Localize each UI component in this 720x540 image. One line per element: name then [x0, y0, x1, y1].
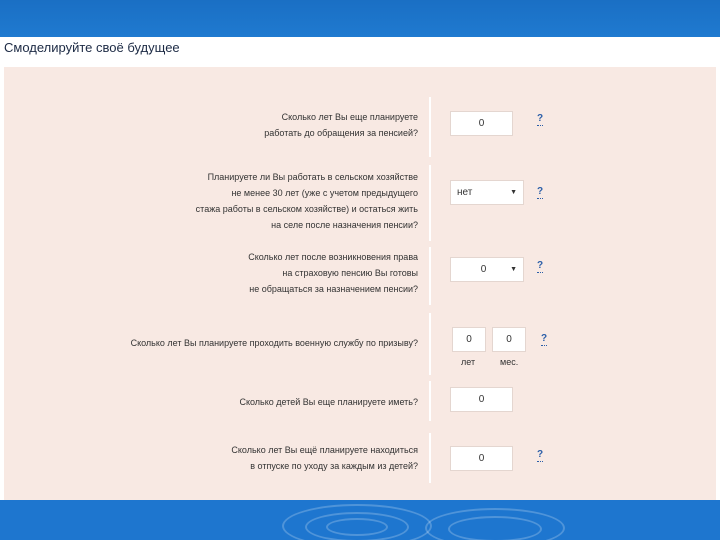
divider — [429, 433, 431, 483]
divider — [429, 381, 431, 421]
rural-work-select[interactable] — [450, 180, 524, 205]
children-count-input[interactable]: 0 — [450, 387, 513, 412]
question-label: Сколько детей Вы еще планируете иметь? — [239, 397, 418, 407]
divider — [429, 247, 431, 305]
years-unit-label: лет — [461, 357, 476, 367]
help-link[interactable]: ? — [537, 260, 544, 271]
question-parental-leave — [4, 433, 716, 483]
chevron-down-icon: ▼ — [510, 266, 517, 273]
ripple-decoration — [448, 516, 542, 540]
simulator-form — [4, 67, 716, 500]
question-label: Сколько лет Вы еще планируете работать до обращения за пенсией? — [264, 112, 418, 138]
months-unit-label: мес. — [500, 357, 519, 367]
parental-leave-input[interactable]: 0 — [450, 446, 513, 471]
question-military-service — [4, 313, 716, 375]
page-title: Смоделируйте своё будущее — [4, 40, 180, 55]
divider — [429, 97, 431, 157]
question-children-count — [4, 381, 716, 421]
question-rural-work — [4, 165, 716, 241]
help-link[interactable]: ? — [537, 449, 544, 460]
selected-value: 0 — [480, 264, 487, 275]
question-label: Сколько лет после возникновения права на страховую пенсию Вы готовы не обращаться за назначением пенсии? — [248, 252, 418, 294]
divider — [429, 313, 431, 375]
help-link[interactable]: ? — [541, 333, 548, 344]
chevron-down-icon: ▼ — [510, 189, 517, 196]
help-link[interactable]: ? — [537, 186, 544, 197]
work-years-input[interactable]: 0 — [450, 111, 513, 136]
help-link[interactable]: ? — [537, 113, 544, 124]
question-label: Планируете ли Вы работать в сельском хозяйстве не менее 30 лет (уже с учетом предыдущего стажа работы в сельском хозяйстве) и остаться жить на селе после назначения пенсии? — [195, 172, 418, 230]
military-months-input[interactable]: 0 — [492, 327, 526, 352]
question-label: Сколько лет Вы ещё планируете находиться в отпуске по уходу за каждым из детей? — [231, 445, 418, 471]
selected-value: нет — [457, 187, 473, 198]
divider — [429, 165, 431, 241]
question-label: Сколько лет Вы планируете проходить военную службу по призыву? — [130, 338, 418, 348]
bottom-decorative-bar — [0, 500, 720, 540]
military-years-input[interactable]: 0 — [452, 327, 486, 352]
question-work-years — [4, 97, 716, 157]
top-header-bar — [0, 0, 720, 37]
question-deferred-pension — [4, 247, 716, 305]
deferred-years-select[interactable] — [450, 257, 524, 282]
ripple-decoration — [326, 518, 388, 536]
